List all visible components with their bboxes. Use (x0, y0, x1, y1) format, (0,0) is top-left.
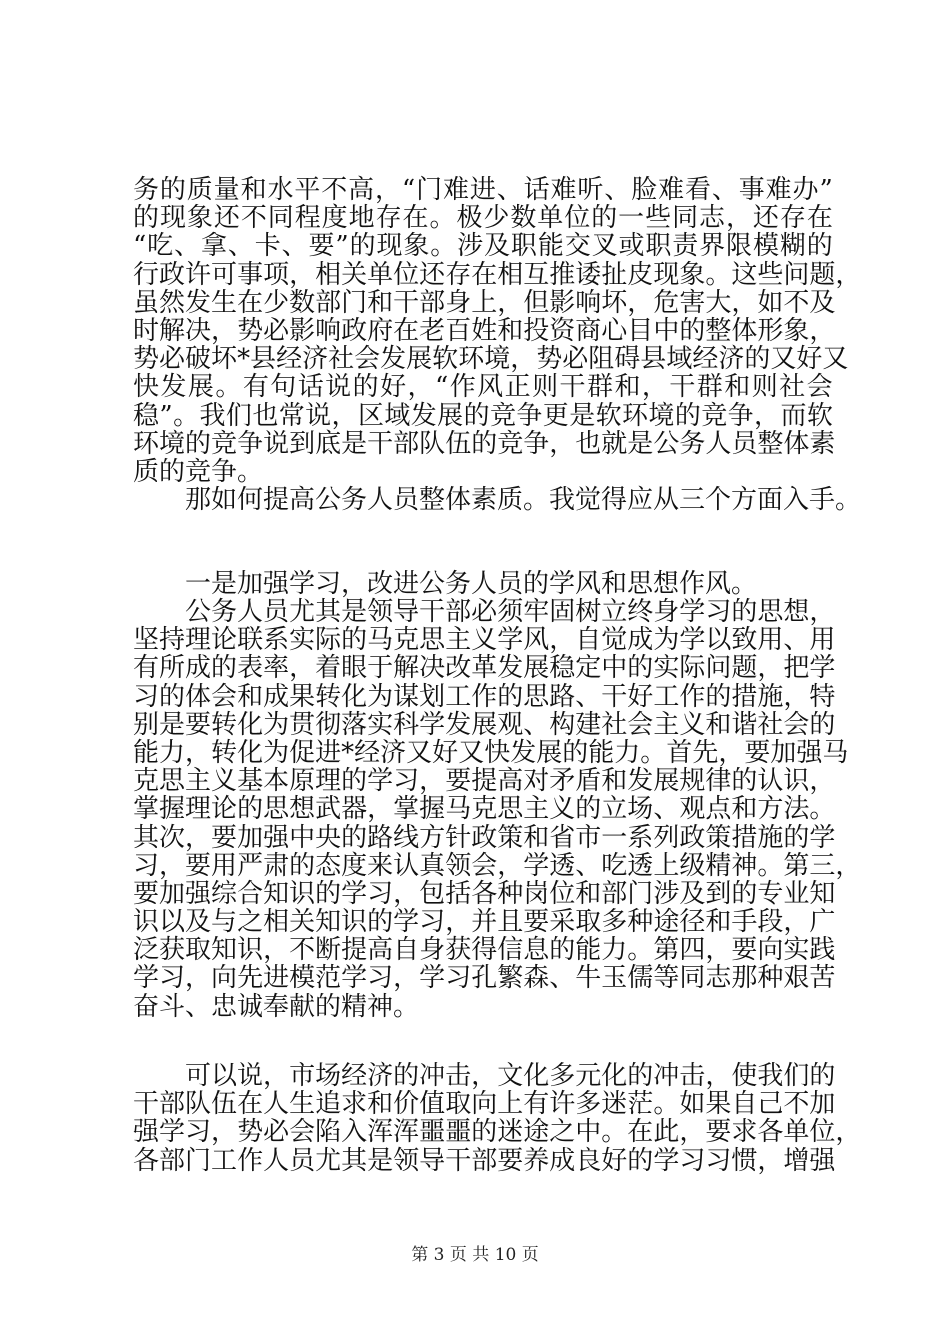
text-line: 的 现 象 还 不 同 程 度 地 存 在 。 极 少 数 单 位 的 一 些 同 志 ， 还 存 在 (133, 203, 833, 234)
text-line: 习 ， 要 用 严 肃 的 态 度 来 认 真 领 会 ， 学 透 、 吃 透 上 级 精 神 。 第 三 ， (133, 850, 862, 881)
text-line: 别 是 要 转 化 为 贯 彻 落 实 科 学 发 展 观 、 构 建 社 会 主 义 和 谐 社 会 的 (133, 709, 836, 740)
text-line: 掌 握 理 论 的 思 想 武 器 ， 掌 握 马 克 思 主 义 的 立 场 、 观 点 和 方 法 。 (133, 794, 836, 825)
section-heading: 一是加强学习，改进公务人员的学风和思想作风。 (185, 569, 758, 599)
text-line: 各 部 门 工 作 人 员 尤 其 是 领 导 干 部 要 养 成 良 好 的 学 习 习 惯 ， 增 强 (133, 1145, 836, 1176)
text-line: 要 加 强 综 合 知 识 的 学 习 ， 包 括 各 种 岗 位 和 部 门 涉 及 到 的 专 业 知 (133, 878, 836, 909)
text-line: 干 部 队 伍 在 人 生 追 求 和 价 值 取 向 上 有 许 多 迷 茫 。 如 果 自 己 不 加 (133, 1089, 836, 1120)
paragraph-block-3 (133, 1061, 862, 1176)
text-line: 行 政 许 可 事 项 ， 相 关 单 位 还 存 在 相 互 推 诿 扯 皮 现 象 。 这 些 问 题 ， (133, 259, 862, 290)
text-line: 克 思 主 义 基 本 原 理 的 学 习 ， 要 提 高 对 矛 盾 和 发 展 规 律 的 认 识 ， (133, 766, 836, 797)
text-line: 质的竞争。 (133, 456, 264, 487)
text-line: 可 以 说 ， 市 场 经 济 的 冲 击 ， 文 化 多 元 化 的 冲 击 ， 使 我 们 的 (185, 1061, 836, 1091)
paragraph-block-2 (133, 597, 862, 1022)
text-line: 识 以 及 与 之 相 关 知 识 的 学 习 ， 并 且 要 采 取 多 种 途 径 和 手 段 ， 广 (133, 907, 836, 938)
text-line: 能 力 ， 转 化 为 促 进 * 经 济 又 好 又 快 发 展 的 能 力 。 首 先 ， 要 加 强 马 (133, 737, 849, 768)
text-line: 虽 然 发 生 在 少 数 部 门 和 干 部 身 上 ， 但 影 响 坏 ， 危 害 大 ， 如 不 及 (133, 287, 836, 318)
text-line: 奋斗、忠诚奉献的精神。 (133, 991, 420, 1022)
text-line: 其 次 ， 要 加 强 中 央 的 路 线 方 针 政 策 和 省 市 一 系 列 政 策 措 施 的 学 (133, 822, 836, 853)
page-number-footer: 第 3 页 共 10 页 (411, 1245, 539, 1265)
text-line: 学 习 ， 向 先 进 模 范 学 习 ， 学 习 孔 繁 森 、 牛 玉 儒 等 同 志 那 种 艰 苦 (133, 963, 836, 994)
text-line: 坚 持 理 论 联 系 实 际 的 马 克 思 主 义 学 风 ， 自 觉 成 为 学 以 致 用 、 用 (133, 625, 836, 656)
text-line: 势 必 破 坏 * 县 经 济 社 会 发 展 软 环 境 ， 势 必 阻 碍 县 域 经 济 的 又 好 又 (133, 344, 849, 375)
text-line: 泛 获 取 知 识 ， 不 断 提 高 自 身 获 得 信 息 的 能 力 。 第 四 ， 要 向 实 践 (133, 935, 836, 966)
section-heading-block (133, 570, 833, 598)
text-line: 公 务 人 员 尤 其 是 领 导 干 部 必 须 牢 固 树 立 终 身 学 习 的 思 想 ， (185, 597, 836, 627)
paragraph-block-1 (133, 175, 862, 516)
text-line: 有 所 成 的 表 率 ， 着 眼 于 解 决 改 革 发 展 稳 定 中 的 实 际 问 题 ， 把 学 (133, 653, 836, 684)
text-line: 强 学 习 ， 势 必 会 陷 入 浑 浑 噩 噩 的 迷 途 之 中 。 在 此 ， 要 求 各 单 位 ， (133, 1117, 862, 1148)
text-line: 环 境 的 竞 争 说 到 底 是 干 部 队 伍 的 竞 争 ， 也 就 是 公 务 人 员 整 体 素 (133, 428, 836, 459)
text-line: 时 解 决 ， 势 必 影 响 政 府 在 老 百 姓 和 投 资 商 心 目 中 的 整 体 形 象 ， (133, 315, 836, 346)
text-line: 快 发 展 。 有 句 话 说 的 好 ， “ 作 风 正 则 干 群 和 ， 干 群 和 则 社 会 (133, 372, 833, 403)
text-line: 那如何提高公务人员整体素质。我觉得应从三个方面入手。 (185, 485, 862, 516)
text-line: 稳 ” 。 我 们 也 常 说 ， 区 域 发 展 的 竞 争 更 是 软 环 境 的 竞 争 ， 而 软 (133, 400, 833, 431)
text-line: 习 的 体 会 和 成 果 转 化 为 谋 划 工 作 的 思 路 、 干 好 工 作 的 措 施 ， 特 (133, 681, 836, 712)
text-line: “ 吃 、 拿 、 卡 、 要 ” 的 现 象 。 涉 及 职 能 交 叉 或 职 责 界 限 模 糊 的 (133, 231, 833, 262)
text-line: 务 的 质 量 和 水 平 不 高 ， “ 门 难 进 、 话 难 听 、 脸 难 看 、 事 难 办 ” (133, 175, 833, 205)
